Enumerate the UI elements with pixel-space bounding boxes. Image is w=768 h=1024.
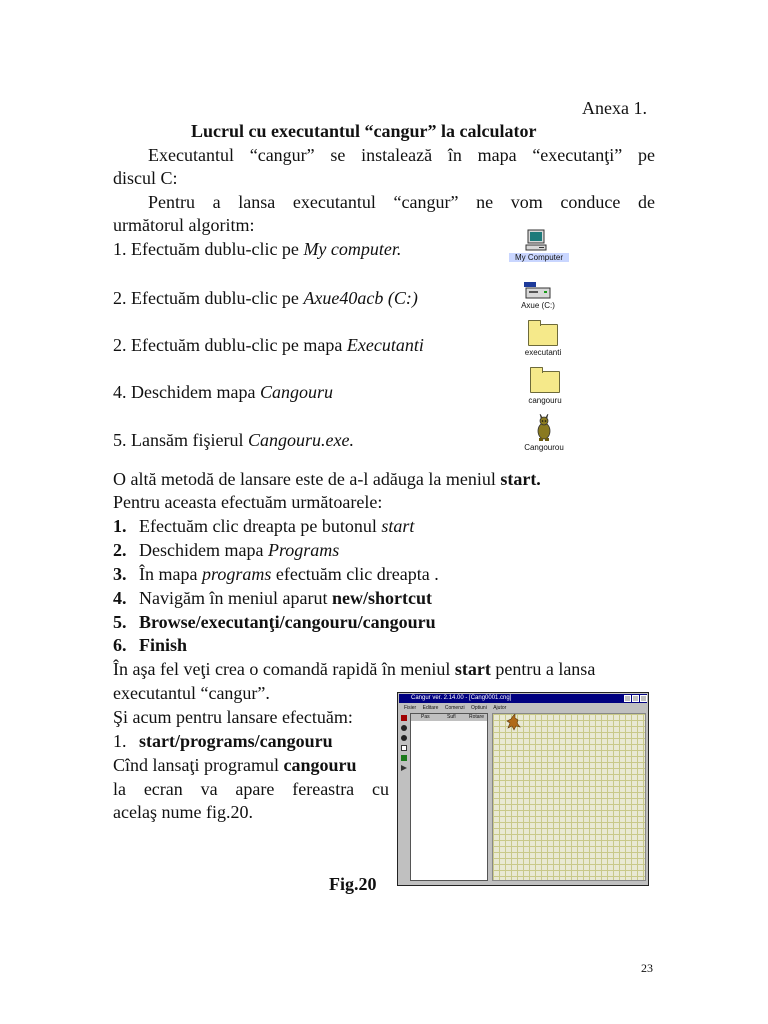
- step-item: [113, 428, 354, 452]
- list-number: 3.: [113, 564, 127, 584]
- intro-line: următorul algoritm:: [113, 215, 255, 235]
- page-number: 23: [641, 961, 653, 975]
- alt-method-line: [113, 467, 541, 491]
- text: În mapa: [139, 564, 202, 584]
- step-text: 5. Lansăm fişierul: [113, 430, 248, 450]
- stop-icon[interactable]: [401, 715, 407, 721]
- text: efectuăm clic dreapta .: [271, 564, 439, 584]
- list-item: [113, 586, 432, 610]
- folder-icon[interactable]: [530, 371, 560, 393]
- text: Cînd lansaţi programul: [113, 755, 284, 775]
- step-item: [113, 237, 401, 261]
- icon-label: Axue (C:): [521, 301, 555, 310]
- emphasis: start.: [500, 469, 541, 489]
- record-icon[interactable]: [401, 725, 407, 731]
- bold-text: start: [454, 659, 491, 679]
- command-list[interactable]: [410, 713, 488, 881]
- maximize-icon[interactable]: [632, 695, 639, 702]
- kangaroo-field-grid[interactable]: [492, 713, 646, 881]
- bold-text: Browse/executanţi/cangouru/cangouru: [139, 612, 436, 632]
- list-number: 2.: [113, 540, 127, 560]
- list-item: [113, 514, 414, 538]
- text: În aşa fel veţi crea o comandă rapidă în meniul: [113, 659, 455, 679]
- intro-line: Pentru a lansa executantul “cangur” ne vom conduce de: [148, 192, 655, 212]
- icon-label: cangouru: [528, 396, 562, 405]
- menu-item[interactable]: Ajutor: [493, 705, 507, 711]
- step-text: 2. Efectuăm dublu-clic pe: [113, 288, 304, 308]
- list-item: [113, 633, 187, 657]
- kangaroo-icon: [505, 714, 521, 732]
- bold-text: cangouru: [283, 755, 357, 775]
- list-item: [113, 610, 436, 634]
- bold-text: Finish: [139, 635, 188, 655]
- list-item: [113, 562, 439, 586]
- launch-line: Şi acum pentru lansare efectuăm:: [113, 707, 353, 727]
- shortcut-line: executantul “cangur”.: [113, 683, 270, 703]
- text: Efectuăm clic dreapta pe butonul: [139, 516, 382, 536]
- list-number: 4.: [113, 588, 127, 608]
- text: Navigăm în meniul aparut: [139, 588, 332, 608]
- step-item: [113, 333, 424, 357]
- window-title: Cangur ver. 2.14.00 - [Cang0001.cng]: [411, 695, 512, 701]
- alt-method-line: Pentru aceasta efectuăm următoarele:: [113, 492, 383, 512]
- bold-text: new/shortcut: [331, 588, 432, 608]
- annex-label: Anexa 1.: [582, 98, 647, 118]
- launch-line: acelaş nume fig.20.: [113, 802, 253, 822]
- italic-text: programs: [201, 564, 272, 584]
- cangur-window-screenshot: [397, 692, 649, 886]
- folder-icon[interactable]: [528, 324, 558, 346]
- list-number: 5.: [113, 612, 127, 632]
- italic-text: start: [381, 516, 415, 536]
- list-number: 1.: [113, 516, 127, 536]
- step-text: 1. Efectuăm dublu-clic pe: [113, 239, 304, 259]
- menu-item[interactable]: Editare: [422, 705, 439, 711]
- text: Deschidem mapa: [139, 540, 268, 560]
- step-target: Cangouru: [259, 382, 333, 402]
- text: pentru a lansa: [490, 659, 596, 679]
- menu-item[interactable]: Comenzi: [444, 705, 465, 711]
- kangaroo-icon[interactable]: [532, 414, 556, 442]
- menu-item[interactable]: Fisier: [404, 705, 417, 711]
- intro-line: Executantul “cangur” se instalează în mapa “executanţi” pe: [148, 145, 655, 165]
- close-icon[interactable]: [640, 695, 647, 702]
- shortcut-line: [113, 657, 595, 681]
- step-target: Cangouru.exe.: [247, 430, 354, 450]
- step-target: Axue40acb (C:): [303, 288, 418, 308]
- step-target: Executanti: [346, 335, 424, 355]
- check-icon[interactable]: [401, 745, 407, 751]
- play-icon[interactable]: [401, 765, 407, 771]
- window-menubar: [399, 704, 647, 712]
- step-text: 2. Efectuăm dublu-clic pe mapa: [113, 335, 347, 355]
- step-text: 4. Deschidem mapa: [113, 382, 260, 402]
- icon-label: My Computer: [509, 253, 569, 262]
- my-computer-icon[interactable]: [525, 228, 549, 252]
- launch-line: [113, 753, 357, 777]
- minimize-icon[interactable]: [624, 695, 631, 702]
- intro-line: discul C:: [113, 168, 178, 188]
- column-header: Sufl: [447, 714, 456, 720]
- page-title: Lucrul cu executantul “cangur” la calculator: [191, 121, 537, 141]
- window-titlebar: [399, 694, 647, 703]
- drive-icon[interactable]: [524, 282, 552, 300]
- launch-step: [113, 729, 333, 753]
- launch-line: la ecran va apare fereastra cu: [113, 779, 389, 799]
- list-number: 1.: [113, 731, 127, 751]
- step-target: My computer.: [303, 239, 402, 259]
- column-header: Rotare: [469, 714, 485, 720]
- italic-text: Programs: [267, 540, 340, 560]
- figure-caption: Fig.20: [329, 874, 377, 894]
- icon-label: executanti: [524, 348, 562, 357]
- tool-strip: [400, 713, 408, 881]
- step-item: [113, 286, 418, 310]
- run-icon[interactable]: [401, 755, 407, 761]
- menu-item[interactable]: Optiuni: [470, 705, 487, 711]
- list-item: [113, 538, 339, 562]
- column-header: Pas: [421, 714, 430, 720]
- text: O altă metodă de lansare este de a-l adăuga la meniul: [113, 469, 501, 489]
- bold-text: start/programs/cangouru: [139, 731, 333, 751]
- step-item: [113, 380, 333, 404]
- list-header: [411, 714, 487, 721]
- list-number: 6.: [113, 635, 127, 655]
- icon-label: Cangourou: [524, 443, 564, 452]
- step-icon[interactable]: [401, 735, 407, 741]
